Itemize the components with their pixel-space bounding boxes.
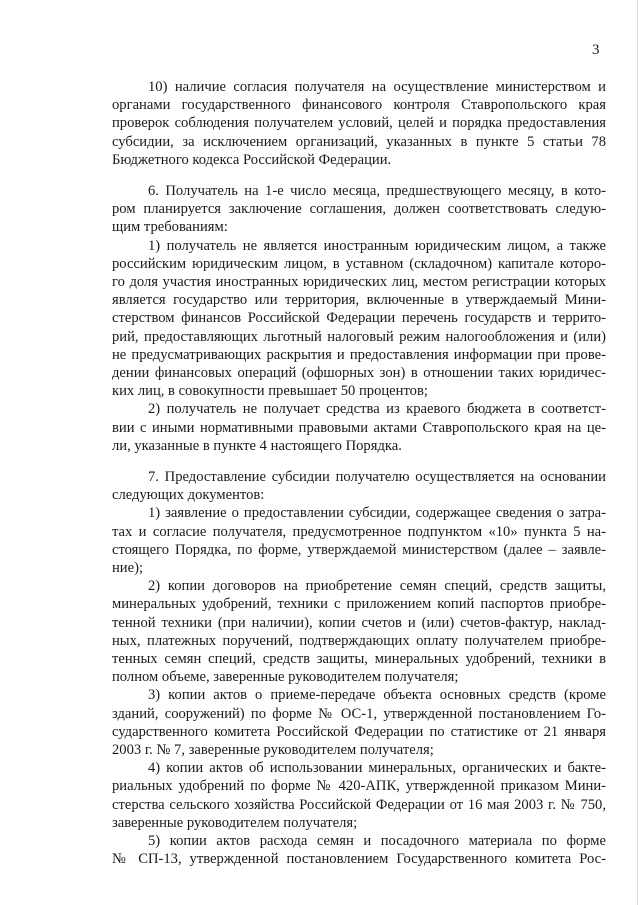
text-line: следующих документов: <box>112 487 265 503</box>
text-line: 2) копии договоров на приобретение семян специй, средств защиты, <box>148 578 606 594</box>
text-line: дении финансовых операций (офшорных зон) в отношении таких юридичес- <box>112 365 606 381</box>
text-line: минеральных удобрений, техники с приложением копий паспортов приобре- <box>112 596 606 612</box>
text-line: ром планируется заключение соглашения, должен соответствовать следую- <box>112 201 606 217</box>
text-line: 3) копии актов о приеме-передаче объекта основных средств (кроме <box>148 687 606 703</box>
text-line: рий, предоставляющих льготный налоговый режим налогообложения и (или) <box>112 329 606 345</box>
text-line: щим требованиям: <box>112 219 228 235</box>
text-line: ких лиц, в совокупности превышает 50 процентов; <box>112 383 428 399</box>
text-line: 1) получатель не является иностранным юридическим лицом, а также <box>148 238 606 254</box>
text-line: стерством финансов Российской Федерации перечень государств и террито- <box>112 310 606 326</box>
text-line: стоящего Порядка, по форме, утверждаемой министерством (далее – заявле- <box>112 542 606 558</box>
scan-edge-line <box>637 0 638 905</box>
page-number: 3 <box>592 42 600 58</box>
text-line: ние); <box>112 560 144 576</box>
text-line: 5) копии актов расхода семян и посадочного материала по форме <box>148 833 606 849</box>
text-line: полном объеме, заверенные руководителем получателя; <box>112 669 459 685</box>
text-line: 4) копии актов об использовании минеральных, органических и бакте- <box>148 760 606 776</box>
text-line: № СП-13, утвержденной постановлением Государственного комитета Рос- <box>112 851 606 867</box>
text-line: 10) наличие согласия получателя на осуществление министерством и <box>148 79 606 95</box>
text-line: вии с иными нормативными правовыми актами Ставропольского края на це- <box>112 420 606 436</box>
text-line: 1) заявление о предоставлении субсидии, содержащее сведения о затра- <box>148 505 606 521</box>
text-line: заверенные руководителем получателя; <box>112 815 358 831</box>
text-line: го доля участия иностранных юридических лиц, местом регистрации которых <box>112 274 606 290</box>
text-line: зданий, сооружений) по форме № ОС-1, утвержденной постановлением Го- <box>112 706 606 722</box>
text-line: тенной техники (при наличии), копии счетов и (или) счетов-фактур, наклад- <box>112 615 606 631</box>
text-line: 6. Получатель на 1-е число месяца, предшествующего месяцу, в кото- <box>148 183 606 199</box>
text-line: субсидии, за исключением организаций, указанных в пункте 5 статьи 78 <box>112 134 606 150</box>
text-line: сударственного комитета Российской Федерации по статистике от 21 января <box>112 724 606 740</box>
text-line: ли, указанные в пункте 4 настоящего Порядка. <box>112 438 402 454</box>
text-line: 2) получатель не получает средства из краевого бюджета в соответст- <box>148 401 606 417</box>
text-line: стерства сельского хозяйства Российской Федерации от 16 мая 2003 г. № 750, <box>112 797 606 813</box>
text-line: не предусматривающих раскрытия и предоставления информации при прове- <box>112 347 606 363</box>
text-line: является государство или территория, включенные в утверждаемый Мини- <box>112 292 606 308</box>
text-line: Бюджетного кодекса Российской Федерации. <box>112 152 392 168</box>
text-line: тах и согласие получателя, предусмотренное подпунктом «10» пункта 5 на- <box>112 524 606 540</box>
text-line: 2003 г. № 7, заверенные руководителем получателя; <box>112 742 434 758</box>
text-line: риальных удобрений по форме № 420-АПК, утвержденной приказом Мини- <box>112 778 606 794</box>
text-line: органами государственного финансового контроля Ставропольского края <box>112 97 606 113</box>
text-line: тенных семян специй, средств защиты, минеральных удобрений, техники в <box>112 651 606 667</box>
text-line: 7. Предоставление субсидии получателю осуществляется на основании <box>148 469 606 485</box>
text-line: российским юридическим лицом, в уставном (складочном) капитале которо- <box>112 256 606 272</box>
text-line: ных, платежных поручений, подтверждающих оплату получателем приобре- <box>112 633 606 649</box>
text-line: проверок соблюдения получателем условий, целей и порядка предоставления <box>112 115 606 131</box>
